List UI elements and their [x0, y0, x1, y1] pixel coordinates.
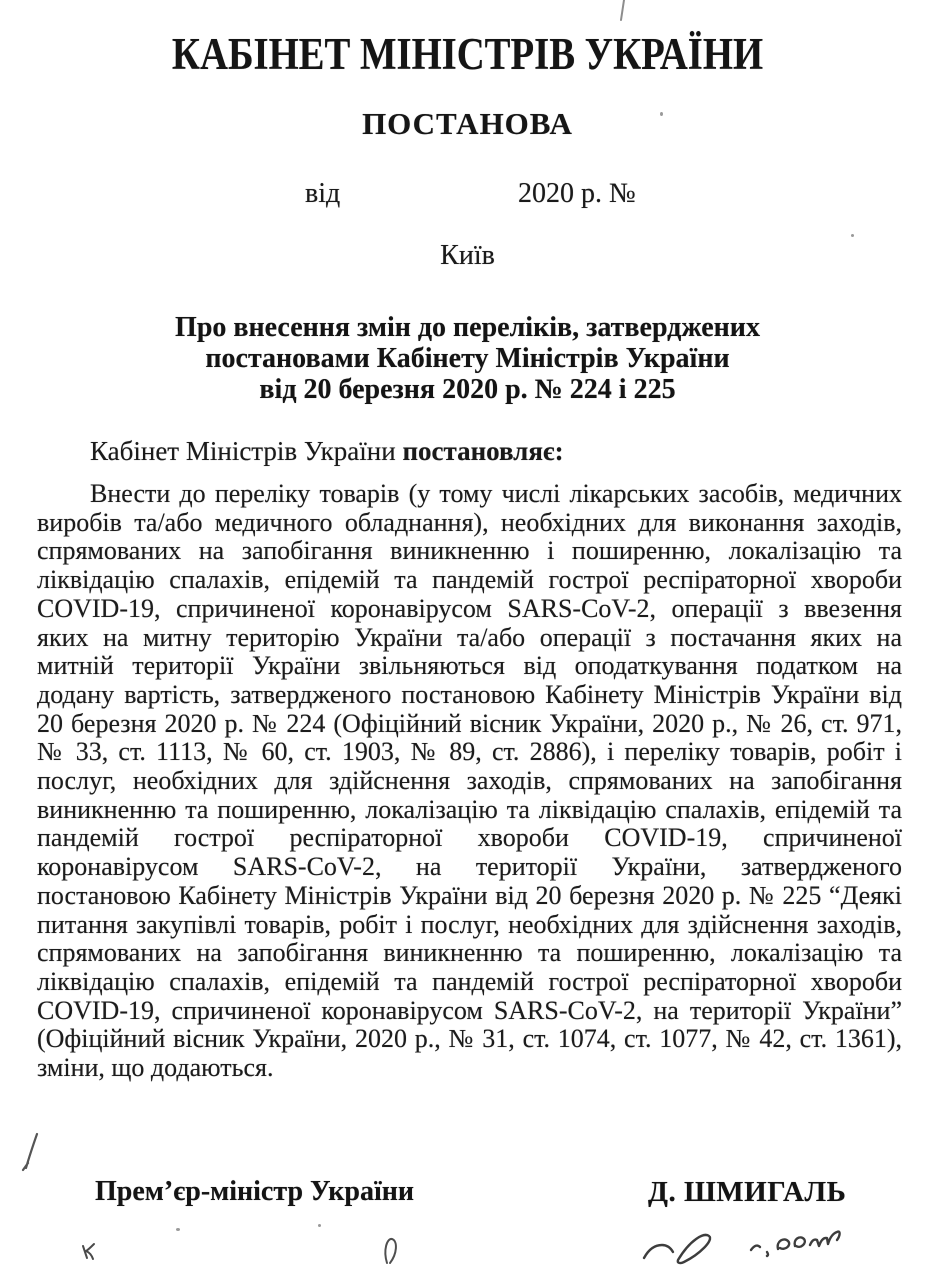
handwritten-k-mark — [80, 1242, 100, 1262]
scan-speck — [851, 234, 854, 237]
signer-position-title: Прем’єр-міністр України — [95, 1176, 415, 1207]
handwritten-slash-mark — [20, 1126, 46, 1172]
document-type-heading: ПОСТАНОВА — [362, 106, 573, 141]
pen-signature-scribble — [638, 1222, 868, 1278]
date-prefix-label: від — [305, 178, 341, 209]
issuing-authority-title: КАБІНЕТ МІНІСТРІВ УКРАЇНИ — [171, 29, 764, 79]
enacting-clause-bold-text: постановляє: — [402, 436, 564, 466]
scan-artifact-top-tick-mark — [614, 0, 630, 22]
subject-heading-line-1: Про внесення змін до переліків, затверджених — [175, 312, 760, 343]
enacting-clause-regular-text: Кабінет Міністрів України — [90, 436, 403, 466]
handwritten-loop-mark — [382, 1236, 402, 1266]
scan-speck — [318, 1224, 321, 1227]
city-label: Київ — [440, 240, 495, 271]
enacting-clause — [37, 436, 902, 467]
date-year-and-number-label: 2020 р. № — [518, 178, 636, 209]
date-and-number-line — [0, 178, 935, 212]
scan-speck — [660, 112, 663, 116]
scan-speck — [176, 1228, 180, 1231]
subject-heading-line-2: постановами Кабінету Міністрів України — [205, 343, 730, 374]
subject-heading-line-3: від 20 березня 2020 р. № 224 і 225 — [259, 374, 676, 405]
body-paragraph: Внести до переліку товарів (у тому числі лікарських засобів, медичних виробів та/або медичного обладнання), необхідних для виконання заходів, спрямованих на запобігання виникненню і поширенню, локалізацію та ліквідацію спалахів, епідемій та пандемій гострої респіраторної хвороби COVID-19, спричиненої коронавірусом SARS-CoV-2, операції з ввезення яких на митну територію України та/або операції з постачання яких на митній території України звільняються від оподаткування податком на додану вартість, затвердженого постановою Кабінету Міністрів України від 20 березня 2020 р. № 224 (Офіційний вісник України, 2020 р., № 26, ст. 971, № 33, ст. 1113, № 60, ст. 1903, № 89, ст. 2886), і переліку товарів, робіт і послуг, необхідних для здійснення заходів, спрямованих на запобігання виникненню та поширенню, локалізацію та ліквідацію спалахів, епідемій та пандемій гострої респіраторної хвороби COVID-19, спричиненої коронавірусом SARS-CoV-2, на території України, затвердженого постановою Кабінету Міністрів України від 20 березня 2020 р. № 225 “Деякі питання закупівлі товарів, робіт і послуг, необхідних для здійснення заходів, спрямованих на запобігання виникненню та поширенню, локалізацію та ліквідацію спалахів, епідемій та пандемій гострої респіраторної хвороби COVID-19, спричиненої коронавірусом SARS-CoV-2, на території України” (Офіційний вісник України, 2020 р., № 31, ст. 1074, ст. 1077, № 42, ст. 1361), зміни, що додаються. — [37, 479, 902, 1083]
subject-heading — [0, 312, 935, 405]
signer-name: Д. ШМИГАЛЬ — [648, 1176, 847, 1208]
